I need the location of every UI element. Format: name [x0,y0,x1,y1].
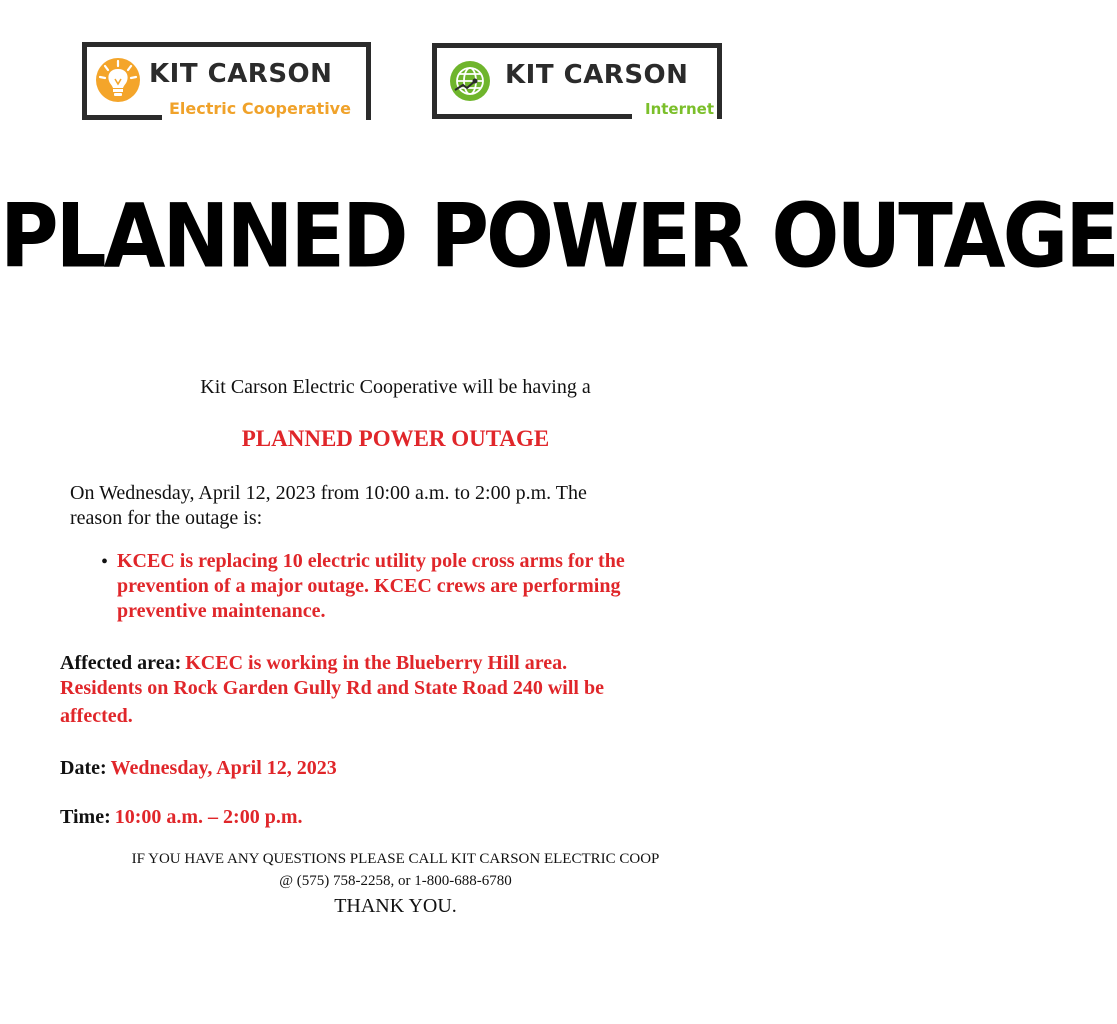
time-label: Time: [60,806,111,828]
intro-text: Kit Carson Electric Cooperative will be having a [200,376,591,398]
date-row [60,757,337,780]
affected-area-text-3: affected. [60,705,133,727]
affected-area-text-1: KCEC is working in the Blueberry Hill area. [185,652,568,674]
kit-carson-internet-logo [432,43,722,119]
page-headline: PLANNED POWER OUTAGE [0,185,1117,288]
footer-thank-you: THANK YOU. [334,895,457,917]
bullet-icon: • [101,551,109,573]
footer-contact-line-1: IF YOU HAVE ANY QUESTIONS PLEASE CALL KIT CARSON ELECTRIC COOP [131,851,660,867]
internet-logo-underline-left [432,114,632,119]
outage-statement-line-2: reason for the outage is: [70,507,263,529]
electric-logo-name: KIT CARSON [149,59,333,89]
affected-area-line-1 [60,652,567,675]
date-label: Date: [60,757,107,779]
kit-carson-electric-logo [82,42,371,120]
reason-line-1: KCEC is replacing 10 electric utility pole cross arms for the [117,550,625,572]
time-row [60,806,303,829]
internet-logo-name: KIT CARSON [505,60,689,90]
subheading: PLANNED POWER OUTAGE [241,426,550,451]
globe-icon [449,60,491,102]
reason-line-2: prevention of a major outage. KCEC crews are performing [117,575,621,597]
internet-logo-subtitle: Internet [645,100,715,118]
outage-statement-line-1: On Wednesday, April 12, 2023 from 10:00 a.m. to 2:00 p.m. The [70,482,587,504]
footer-phone-numbers: @ (575) 758-2258, or 1-800-688-6780 [279,873,512,889]
date-value: Wednesday, April 12, 2023 [110,757,337,779]
affected-area-label: Affected area: [60,652,182,674]
electric-logo-underline-left [82,115,162,120]
affected-area-text-2: Residents on Rock Garden Gully Rd and State Road 240 will be [60,677,604,699]
reason-line-3: preventive maintenance. [117,600,326,622]
time-value: 10:00 a.m. – 2:00 p.m. [114,806,303,828]
electric-logo-subtitle: Electric Cooperative [169,99,351,118]
lightbulb-icon [95,57,141,103]
